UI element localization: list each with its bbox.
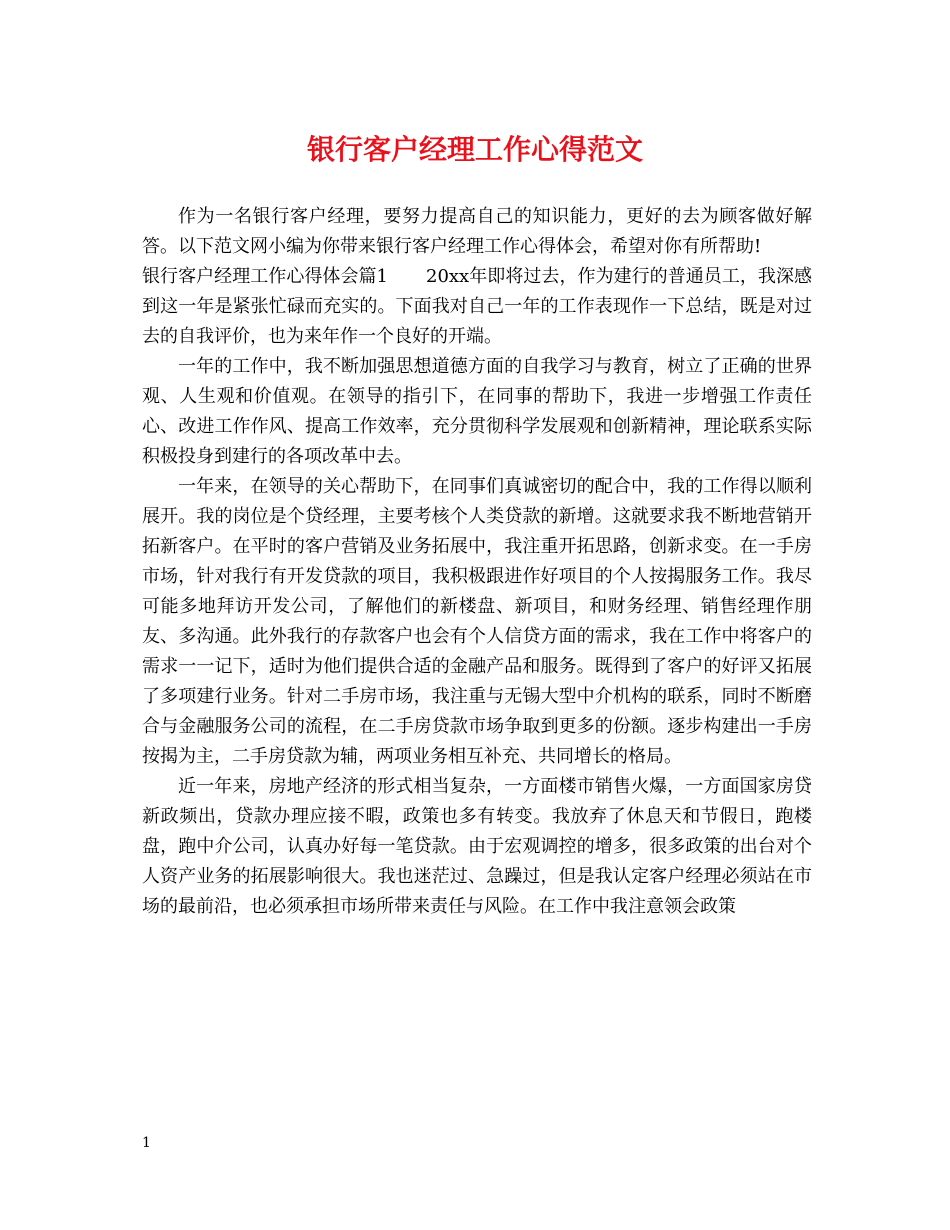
intro-paragraph: 作为一名银行客户经理，要努力提高自己的知识能力，更好的去为顾客做好解答。以下范文网小编为你带来银行客户经理工作心得体会，希望对你有所帮助!	[142, 206, 812, 257]
body-paragraph-1: 一年的工作中，我不断加强思想道德方面的自我学习与教育，树立了正确的世界观、人生观和价值观。在领导的指引下，在同事的帮助下，我进一步增强工作责任心、改进工作作风、提高工作效率，充分贯彻科学发展观和创新精神，理论联系实际积极投身到建行的各项改革中去。	[142, 356, 812, 467]
document-title: 银行客户经理工作心得范文	[306, 133, 643, 166]
body-paragraph-3: 近一年来，房地产经济的形式相当复杂，一方面楼市销售火爆，一方面国家房贷新政频出，贷款办理应接不暇，政策也多有转变。我放弃了休息天和节假日，跑楼盘，跑中介公司，认真办好每一笔贷款。由于宏观调控的增多，很多政策的出台对个人资产业务的拓展影响很大。我也迷茫过、急躁过，但是我认定客户经理必须站在市场的最前沿，也必须承担市场所带来责任与风险。在工作中我注意领会政策	[142, 776, 812, 917]
section-heading: 银行客户经理工作心得体会篇1	[142, 266, 388, 287]
page-number: 1	[142, 1135, 151, 1151]
body-paragraph-2: 一年来，在领导的关心帮助下，在同事们真诚密切的配合中，我的工作得以顺利展开。我的岗位是个贷经理，主要考核个人类贷款的新增。这就要求我不断地营销开拓新客户。在平时的客户营销及业务拓展中，我注重开拓思路，创新求变。在一手房市场，针对我行有开发贷款的项目，我积极跟进作好项目的个人按揭服务工作。我尽可能多地拜访开发公司，了解他们的新楼盘、新项目，和财务经理、销售经理作朋友、多沟通。此外我行的存款客户也会有个人信贷方面的需求，我在工作中将客户的需求一一记下，适时为他们提供合适的金融产品和服务。既得到了客户的好评又拓展了多项建行业务。针对二手房市场，我注重与无锡大型中介机构的联系，同时不断磨合与金融服务公司的流程，在二手房贷款市场争取到更多的份额。逐步构建出一手房按揭为主，二手房贷款为辅，两项业务相互补充、共同增长的格局。	[142, 476, 812, 767]
section-paragraph	[142, 262, 812, 352]
section-first-text: 20xx年即将过去，作为建行的普通员工，我深感到这一年是紧张忙碌而充实的。下面我对自己一年的工作表现作一下总结，既是对过去的自我评价，也为来年作一个良好的开端。	[142, 266, 812, 347]
document-body	[142, 202, 812, 922]
